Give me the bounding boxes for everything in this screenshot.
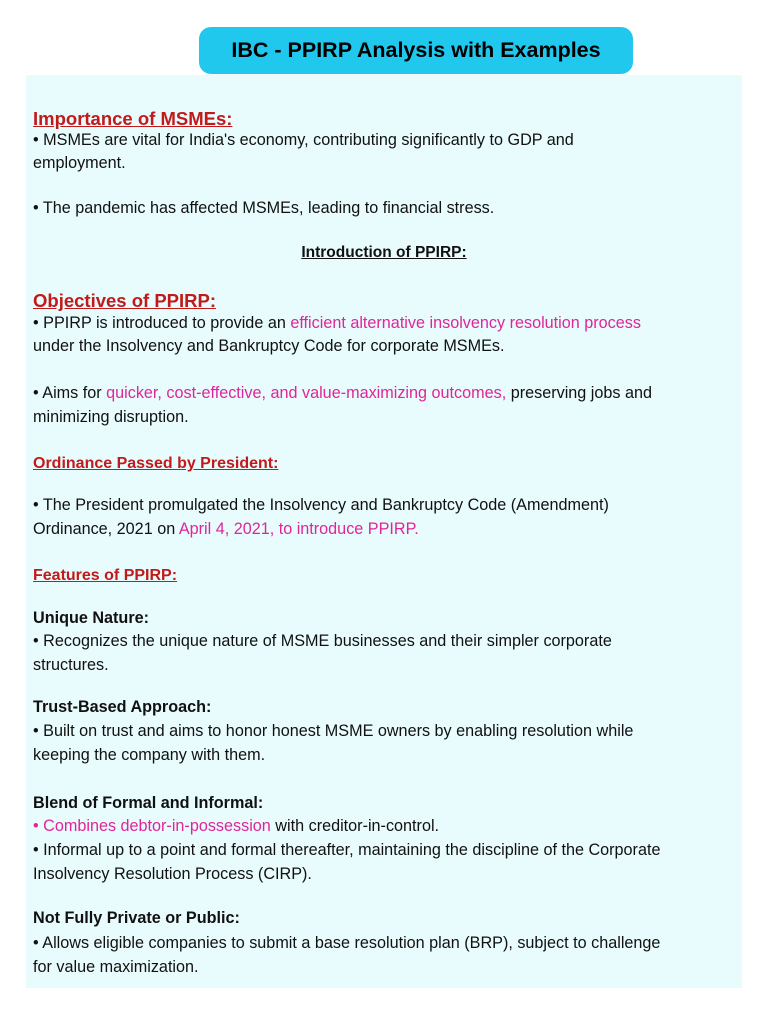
feature-unique-line-2: structures. [33,656,109,674]
objectives-heading: Objectives of PPIRP: [33,290,216,311]
feature-trust-title: Trust-Based Approach: [33,698,212,716]
feature-trust-line-1: • Built on trust and aims to honor honest MSME owners by enabling resolution while [33,722,634,740]
feature-private-title: Not Fully Private or Public: [33,909,240,927]
intro-heading: Introduction of PPIRP: [301,244,467,261]
objectives-bullet-1-text: • PPIRP is introduced to provide an [33,314,291,332]
feature-blend-bullet-1-highlight: • Combines debtor-in-possession [33,817,271,835]
objectives-bullet-1-line-1 [33,312,641,335]
objectives-bullet-2-text: • Aims for [33,384,107,402]
objectives-bullet-2-highlight: quicker, cost-effective, and value-maximizing outcomes, [106,384,507,402]
importance-heading: Importance of MSMEs: [33,108,233,129]
feature-blend-bullet-2-line-1: • Informal up to a point and formal thereafter, maintaining the discipline of the Corporate [33,841,661,859]
objectives-bullet-1-line-2: under the Insolvency and Bankruptcy Code for corporate MSMEs. [33,337,505,355]
ordinance-line-1: • The President promulgated the Insolvency and Bankruptcy Code (Amendment) [33,496,609,514]
importance-bullet-1-line-1: • MSMEs are vital for India's economy, contributing significantly to GDP and [33,131,574,149]
objectives-bullet-2-tail: preserving jobs and [506,384,652,402]
feature-unique-line-1: • Recognizes the unique nature of MSME businesses and their simpler corporate [33,632,612,650]
importance-bullet-2: • The pandemic has affected MSMEs, leading to financial stress. [33,199,495,217]
ordinance-line-2-text: Ordinance, 2021 on [33,520,179,538]
feature-blend-title: Blend of Formal and Informal: [33,794,264,812]
feature-unique-title: Unique Nature: [33,609,150,627]
objectives-bullet-2-line-2: minimizing disruption. [33,408,189,426]
feature-private-line-2: for value maximization. [33,958,199,976]
importance-bullet-1-line-2: employment. [33,154,126,172]
feature-private-line-1: • Allows eligible companies to submit a base resolution plan (BRP), subject to challenge [33,934,661,952]
feature-blend-bullet-2-line-2: Insolvency Resolution Process (CIRP). [33,865,312,883]
objectives-bullet-2-line-1 [33,382,652,405]
ordinance-line-2 [33,518,419,541]
page-title: IBC - PPIRP Analysis with Examples [199,27,633,74]
feature-trust-line-2: keeping the company with them. [33,746,266,764]
feature-blend-bullet-1 [33,815,439,838]
ordinance-line-2-highlight: April 4, 2021, to introduce PPIRP. [178,520,419,538]
feature-blend-bullet-1-tail: with creditor-in-control. [270,817,440,835]
objectives-bullet-1-highlight: efficient alternative insolvency resolution process [290,314,641,332]
features-heading: Features of PPIRP: [33,567,178,584]
ordinance-heading: Ordinance Passed by President: [33,455,279,472]
